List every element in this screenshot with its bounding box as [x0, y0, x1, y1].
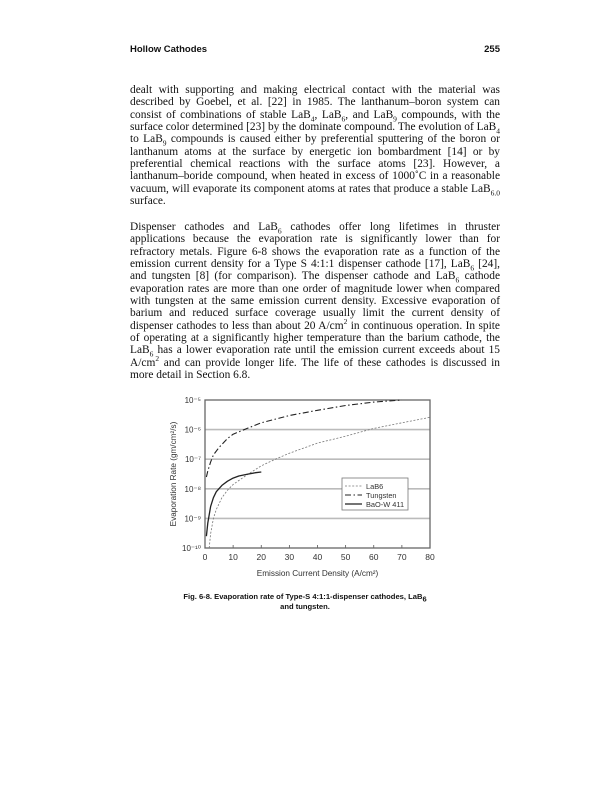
x-tick-label: 10: [228, 552, 238, 562]
page-number: 255: [484, 44, 500, 55]
evaporation-rate-chart: [160, 368, 450, 588]
caption-line-2: and tungsten.: [280, 601, 330, 611]
y-tick-label: 10⁻⁵: [184, 396, 201, 405]
y-axis-label: Evaporation Rate (gm/cm²/s): [169, 421, 178, 527]
y-tick-label: 10⁻⁸: [184, 484, 201, 494]
x-tick-label: 60: [369, 552, 379, 562]
x-tick-label: 70: [397, 552, 407, 562]
x-tick-label: 40: [312, 552, 323, 562]
legend-label: Tungsten: [366, 491, 397, 500]
x-tick-label: 0: [202, 552, 208, 562]
paragraph-1: [130, 84, 500, 207]
running-header: [130, 44, 500, 55]
x-tick-label: 20: [256, 552, 266, 562]
legend-label: LaB6: [366, 482, 384, 491]
series-bao-w-411: [206, 472, 261, 536]
y-tick-label: 10⁻⁹: [184, 514, 201, 524]
figure-6-8: [160, 368, 450, 588]
plot-frame: [205, 400, 430, 548]
series-tungsten: [206, 400, 402, 477]
paragraph-2: [130, 221, 500, 381]
x-tick-label: 30: [284, 552, 295, 562]
y-tick-label: 10⁻⁷: [184, 455, 201, 465]
x-tick-label: 50: [340, 552, 351, 562]
legend-label: BaO-W 411: [366, 500, 405, 509]
paragraph-text: dealt with supporting and making electrical contact with the material was described by Goebel, et al. [22] in 1985. The lanthanum–boron system can consist of combinations of stable LaB$_4$, LaB$_6$, and LaB$_9$ compounds, with the surface color determined [23] by the dominate compound. The evolution of LaB$_4$ to LaB$_9$ compounds is caused either by preferential sputtering of the boron or lanthanum atoms at the surface by energetic ion bombardment [14] or by preferential chemical reactions with the surface atoms [23]. However, a lanthanum–boride compound, when heated in excess of 1000˚C in a reasonable vacuum, will evaporate its component atoms at rates that produce a stable LaB$_{6.0}$ surface.: [130, 84, 500, 208]
caption-subscript: 6: [422, 594, 427, 604]
caption-line-1: Fig. 6-8. Evaporation rate of Type-S 4:1:1-dispenser cathodes, LaB: [183, 592, 423, 601]
y-tick-label: 10⁻⁶: [184, 425, 201, 435]
x-tick-label: 80: [425, 552, 435, 562]
y-tick-label: 10⁻¹⁰: [182, 544, 201, 553]
paragraph-text: Dispenser cathodes and LaB$_6$ cathodes offer long lifetimes in thruster applications because the evaporation rate is significantly lower than for refractory metals. Figure 6-8 shows the evaporation rate as a function of the emission current density for a Type S 4:1:1 dispenser cathode [17], LaB$_6$ [24], and tungsten [8] (for comparison). The dispenser cathode and LaB$_6$ cathode evaporation rates are more than one order of magnitude lower when compared with tungsten at the same emission current density. Excessive evaporation of barium and reduced surface coverage usually limit the current density of dispenser cathodes to less than about 20 $A/cm^2$ in continuous operation. In spite of operating at a significantly higher temperature than the barium cathode, the LaB$_6$ has a lower evaporation rate until the emission current exceeds about 15 $A/cm^2$ and can provide longer life. The life of these cathodes is discussed in more detail in Section 6.8.: [130, 221, 500, 382]
x-axis-label: Emission Current Density (A/cm²): [256, 569, 379, 578]
figure-caption: [150, 592, 460, 611]
running-title: Hollow Cathodes: [130, 44, 208, 55]
